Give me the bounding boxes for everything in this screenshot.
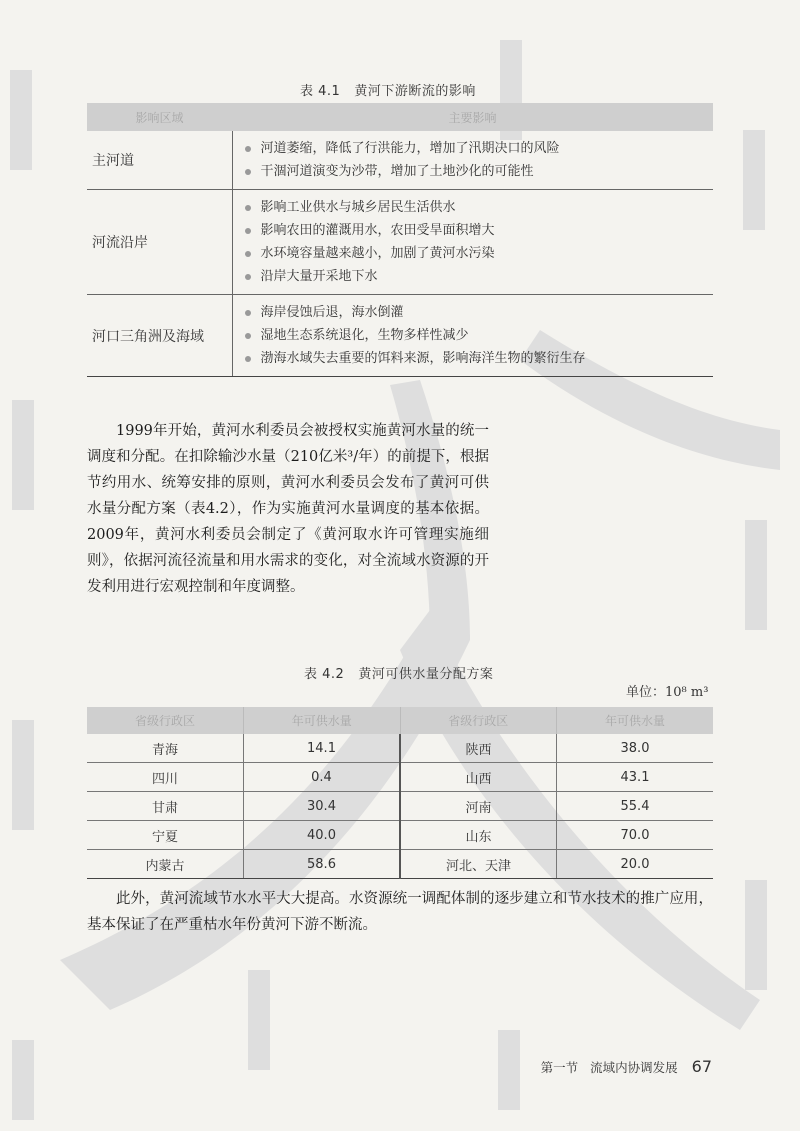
table41-impact-item: 沿岸大量开采地下水 [245,265,714,288]
table-cell: 山西 [400,763,557,792]
table-cell: 青海 [87,734,244,763]
table-cell: 20.0 [557,850,714,879]
table41-impact-item: 湿地生态系统退化，生物多样性减少 [245,324,714,347]
table42-unit: 单位：10⁸ m³ [626,685,709,700]
table42-caption [304,663,493,682]
table-cell: 30.4 [244,792,401,821]
table41-region: 主河道 [87,131,232,190]
footer-section: 第一节 [540,1060,579,1075]
table41-number: 表 4.1 [300,84,341,99]
table41-header-row [87,103,713,131]
table-cell: 甘肃 [87,792,244,821]
table42-header-row [87,707,713,734]
table-cell: 河南 [400,792,557,821]
table-row [87,850,713,879]
table42-header-cell: 省级行政区 [400,707,557,734]
table41-impact-item: 水环境容量越来越小，加剧了黄河水污染 [245,242,714,265]
table-row [87,792,713,821]
table41-impact-item: 干涸河道演变为沙带，增加了土地沙化的可能性 [245,160,714,183]
table42 [87,707,713,879]
table41-impacts [232,295,713,377]
table41-impact-item: 渤海水域失去重要的饵料来源，影响海洋生物的繁衍生存 [245,347,714,370]
table41-impacts [232,190,713,295]
table41-region: 河口三角洲及海域 [87,295,232,377]
table41-group-riverbank [87,190,713,295]
page-footer [0,1057,712,1076]
table-cell: 内蒙古 [87,850,244,879]
table41-impact-item: 影响工业供水与城乡居民生活供水 [245,196,714,219]
table41-title: 黄河下游断流的影响 [354,84,476,99]
table-cell: 陕西 [400,734,557,763]
table41-caption [300,80,476,99]
page-number: 67 [691,1057,712,1076]
body-paragraph-2: 此外，黄河流域节水水平大大提高。水资源统一调配体制的逐步建立和节水技术的推广应用，基本保证了在严重枯水年份黄河下游不断流。 [87,891,713,933]
table41-impact-item: 河道萎缩，降低了行洪能力，增加了汛期决口的风险 [245,137,714,160]
table-row [87,734,713,763]
body-paragraph-1: 1999年开始，黄河水利委员会被授权实施黄河水量的统一调度和分配。在扣除输沙水量（210亿米³/年）的前提下，根据节约用水、统筹安排的原则，黄河水利委员会发布了黄河可供水量分配方案（表4.2），作为实施黄河水量调度的基本依据。2009年，黄河水利委员会制定了《黄河取水许可管理实施细则》，依据河流径流量和用水需求的变化，对全流域水资源的开发利用进行宏观控制和年度调整。 [87,423,489,595]
footer-chapter-title: 流域内协调发展 [590,1060,678,1075]
table-row [87,763,713,792]
table42-header-cell: 年可供水量 [557,707,714,734]
table-cell: 四川 [87,763,244,792]
table-row [87,821,713,850]
table-cell: 宁夏 [87,821,244,850]
table-cell: 55.4 [557,792,714,821]
table41-impacts [232,131,713,190]
table-cell: 70.0 [557,821,714,850]
table-cell: 14.1 [244,734,401,763]
table-cell: 38.0 [557,734,714,763]
table-cell: 43.1 [557,763,714,792]
table41-header-region: 影响区域 [87,103,232,131]
table41-impact-item: 海岸侵蚀后退，海水倒灌 [245,301,714,324]
table41-group-main-channel [87,131,713,190]
table41-group-delta [87,295,713,377]
table42-header-cell: 省级行政区 [87,707,244,734]
table41 [87,103,713,377]
table-cell: 山东 [400,821,557,850]
table42-number: 表 4.2 [304,667,345,682]
table42-header-cell: 年可供水量 [244,707,401,734]
table42-title: 黄河可供水量分配方案 [358,667,494,682]
table41-impact-item: 影响农田的灌溉用水，农田受旱面积增大 [245,219,714,242]
table-cell: 40.0 [244,821,401,850]
table-cell: 58.6 [244,850,401,879]
table-cell: 0.4 [244,763,401,792]
table41-header-impact: 主要影响 [232,103,713,131]
table-cell: 河北、天津 [400,850,557,879]
table41-region: 河流沿岸 [87,190,232,295]
